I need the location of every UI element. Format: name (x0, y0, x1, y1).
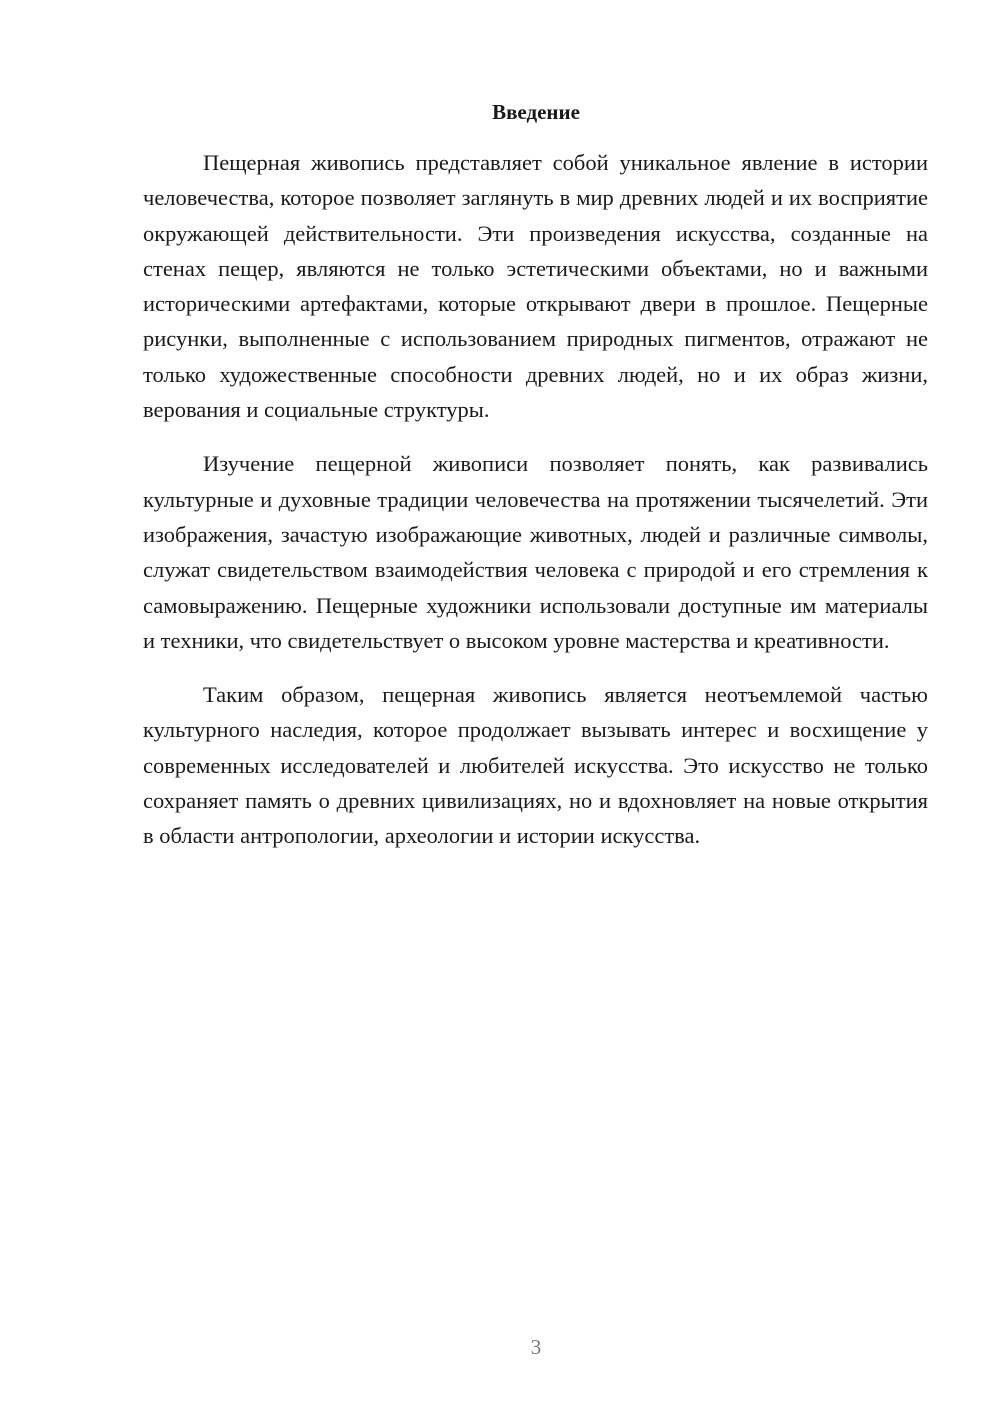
body-text (143, 145, 928, 873)
paragraph-1: Пещерная живопись представляет собой уникальное явление в истории человечества, которое позволяет заглянуть в мир древних людей и их восприятие окружающей действительности. Эти произведения искусства, созданные на стенах пещер, являются не только эстетическими объектами, но и важными историческими артефактами, которые открывают двери в прошлое. Пещерные рисунки, выполненные с использованием природных пигментов, отражают не только художественные способности древних людей, но и их образ жизни, верования и социальные структуры. (143, 150, 928, 423)
page-number: 3 (530, 1335, 542, 1359)
section-heading: Введение (492, 100, 580, 124)
paragraph-3: Таким образом, пещерная живопись является неотъемлемой частью культурного наследия, которое продолжает вызывать интерес и восхищение у современных исследователей и любителей искусства. Это искусство не только сохраняет память о древних цивилизациях, но и вдохновляет на новые открытия в области антропологии, археологии и истории искусства. (143, 682, 928, 849)
paragraph-2: Изучение пещерной живописи позволяет понять, как развивались культурные и духовные традиции человечества на протяжении тысячелетий. Эти изображения, зачастую изображающие животных, людей и различные символы, служат свидетельством взаимодействия человека с природой и его стремления к самовыражению. Пещерные художники использовали доступные им материалы и техники, что свидетельствует о высоком уровне мастерства и креативности. (143, 451, 928, 653)
